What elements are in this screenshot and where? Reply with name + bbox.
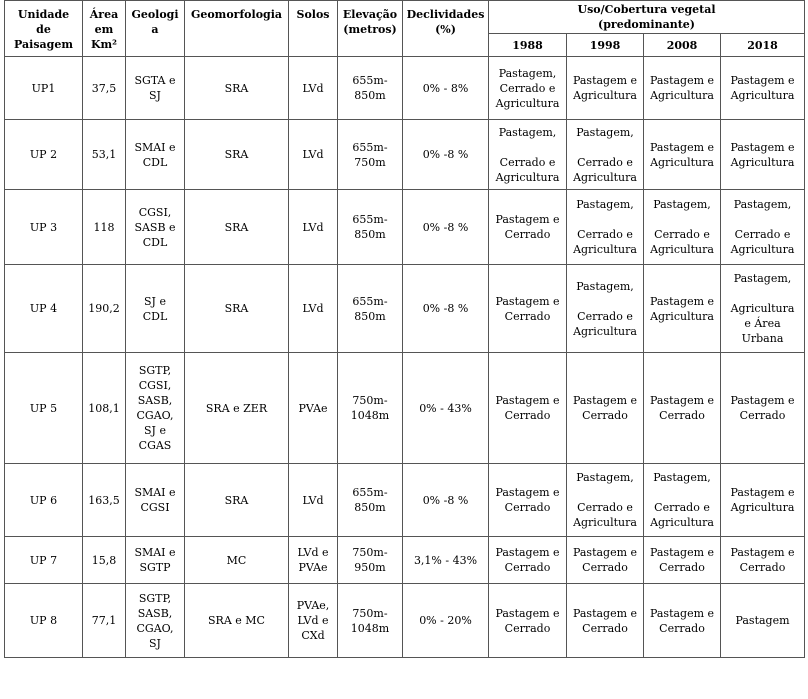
table-row — [5, 537, 805, 584]
cell-area: 118 — [83, 190, 126, 265]
cell-uso-2008: Pastagem e Agricultura — [644, 265, 721, 353]
cell-unidade: UP1 — [5, 57, 83, 120]
cell-uso-1988: Pastagem e Cerrado — [489, 584, 567, 658]
table-row — [5, 190, 805, 265]
cell-uso-1988: Pastagem e Cerrado — [489, 190, 567, 265]
cell-elevacao: 655m- 750m — [338, 120, 403, 190]
cell-solos: LVd e PVAe — [289, 537, 338, 584]
cell-uso-2008: Pastagem, Cerrado e Agricultura — [644, 464, 721, 537]
cell-uso-2018: Pastagem, Cerrado e Agricultura — [721, 190, 805, 265]
cell-geologia: SGTA e SJ — [126, 57, 185, 120]
cell-uso-1988: Pastagem, Cerrado e Agricultura — [489, 57, 567, 120]
cell-solos: LVd — [289, 57, 338, 120]
table-row — [5, 265, 805, 353]
cell-unidade: UP 4 — [5, 265, 83, 353]
cell-area: 15,8 — [83, 537, 126, 584]
cell-solos: LVd — [289, 190, 338, 265]
header-declividades: Declividades (%) — [403, 1, 489, 57]
header-solos: Solos — [289, 1, 338, 57]
cell-geologia: SGTP, CGSI, SASB, CGAO, SJ e CGAS — [126, 353, 185, 464]
cell-solos: PVAe, LVd e CXd — [289, 584, 338, 658]
cell-area: 190,2 — [83, 265, 126, 353]
header-year: 1998 — [567, 34, 644, 57]
cell-geomorfologia: SRA — [185, 464, 289, 537]
cell-unidade: UP 3 — [5, 190, 83, 265]
table-row — [5, 353, 805, 464]
cell-geomorfologia: SRA — [185, 57, 289, 120]
cell-solos: PVAe — [289, 353, 338, 464]
cell-geomorfologia: SRA — [185, 120, 289, 190]
cell-geologia: CGSI, SASB e CDL — [126, 190, 185, 265]
header-geomorfologia: Geomorfologia — [185, 1, 289, 57]
table-row — [5, 464, 805, 537]
cell-unidade: UP 8 — [5, 584, 83, 658]
cell-declividades: 0% - 8% — [403, 57, 489, 120]
cell-uso-2018: Pastagem e Cerrado — [721, 537, 805, 584]
cell-uso-2008: Pastagem e Agricultura — [644, 57, 721, 120]
cell-declividades: 0% - 43% — [403, 353, 489, 464]
header-uso-cobertura: Uso/Cobertura vegetal (predominante) — [489, 1, 805, 34]
cell-uso-1988: Pastagem e Cerrado — [489, 537, 567, 584]
cell-uso-2018: Pastagem e Cerrado — [721, 353, 805, 464]
cell-area: 53,1 — [83, 120, 126, 190]
cell-area: 77,1 — [83, 584, 126, 658]
cell-uso-2018: Pastagem, Agricultura e Área Urbana — [721, 265, 805, 353]
cell-geomorfologia: MC — [185, 537, 289, 584]
cell-unidade: UP 6 — [5, 464, 83, 537]
cell-unidade: UP 2 — [5, 120, 83, 190]
cell-geomorfologia: SRA e ZER — [185, 353, 289, 464]
cell-uso-1998: Pastagem, Cerrado e Agricultura — [567, 190, 644, 265]
cell-uso-2008: Pastagem e Cerrado — [644, 537, 721, 584]
cell-declividades: 3,1% - 43% — [403, 537, 489, 584]
cell-uso-1998: Pastagem e Cerrado — [567, 537, 644, 584]
cell-declividades: 0% -8 % — [403, 120, 489, 190]
cell-area: 37,5 — [83, 57, 126, 120]
table-row — [5, 584, 805, 658]
cell-uso-2018: Pastagem e Agricultura — [721, 464, 805, 537]
cell-geologia: SJ e CDL — [126, 265, 185, 353]
cell-geologia: SMAI e CDL — [126, 120, 185, 190]
cell-uso-1998: Pastagem e Cerrado — [567, 584, 644, 658]
cell-elevacao: 655m- 850m — [338, 190, 403, 265]
cell-declividades: 0% -8 % — [403, 190, 489, 265]
cell-elevacao: 750m- 950m — [338, 537, 403, 584]
table-row — [5, 120, 805, 190]
cell-uso-1998: Pastagem, Cerrado e Agricultura — [567, 265, 644, 353]
header-geologia: Geologia — [126, 1, 185, 57]
cell-elevacao: 655m- 850m — [338, 57, 403, 120]
cell-uso-2018: Pastagem e Agricultura — [721, 120, 805, 190]
landscape-units-table — [4, 0, 805, 658]
header-year: 1988 — [489, 34, 567, 57]
header-area: Área em Km² — [83, 1, 126, 57]
cell-unidade: UP 7 — [5, 537, 83, 584]
cell-solos: LVd — [289, 265, 338, 353]
cell-uso-1988: Pastagem e Cerrado — [489, 353, 567, 464]
cell-elevacao: 750m- 1048m — [338, 353, 403, 464]
cell-declividades: 0% - 20% — [403, 584, 489, 658]
cell-unidade: UP 5 — [5, 353, 83, 464]
cell-area: 108,1 — [83, 353, 126, 464]
cell-geologia: SMAI e SGTP — [126, 537, 185, 584]
cell-elevacao: 655m- 850m — [338, 265, 403, 353]
header-unidade: Unidade de Paisagem — [5, 1, 83, 57]
cell-uso-2018: Pastagem e Agricultura — [721, 57, 805, 120]
cell-uso-2008: Pastagem e Agricultura — [644, 120, 721, 190]
table-row — [5, 57, 805, 120]
cell-uso-1988: Pastagem, Cerrado e Agricultura — [489, 120, 567, 190]
cell-geomorfologia: SRA e MC — [185, 584, 289, 658]
cell-uso-1998: Pastagem e Cerrado — [567, 353, 644, 464]
header-elevacao: Elevação (metros) — [338, 1, 403, 57]
header-year: 2008 — [644, 34, 721, 57]
cell-elevacao: 655m- 850m — [338, 464, 403, 537]
cell-geomorfologia: SRA — [185, 265, 289, 353]
cell-geomorfologia: SRA — [185, 190, 289, 265]
cell-geologia: SMAI e CGSI — [126, 464, 185, 537]
cell-declividades: 0% -8 % — [403, 265, 489, 353]
cell-uso-2018: Pastagem — [721, 584, 805, 658]
cell-area: 163,5 — [83, 464, 126, 537]
cell-uso-1998: Pastagem e Agricultura — [567, 57, 644, 120]
cell-uso-1998: Pastagem, Cerrado e Agricultura — [567, 120, 644, 190]
cell-uso-1988: Pastagem e Cerrado — [489, 464, 567, 537]
cell-elevacao: 750m- 1048m — [338, 584, 403, 658]
cell-geologia: SGTP, SASB, CGAO, SJ — [126, 584, 185, 658]
cell-declividades: 0% -8 % — [403, 464, 489, 537]
cell-uso-2008: Pastagem, Cerrado e Agricultura — [644, 190, 721, 265]
cell-uso-2008: Pastagem e Cerrado — [644, 353, 721, 464]
cell-solos: LVd — [289, 464, 338, 537]
cell-uso-1998: Pastagem, Cerrado e Agricultura — [567, 464, 644, 537]
cell-uso-2008: Pastagem e Cerrado — [644, 584, 721, 658]
cell-solos: LVd — [289, 120, 338, 190]
header-year: 2018 — [721, 34, 805, 57]
cell-uso-1988: Pastagem e Cerrado — [489, 265, 567, 353]
